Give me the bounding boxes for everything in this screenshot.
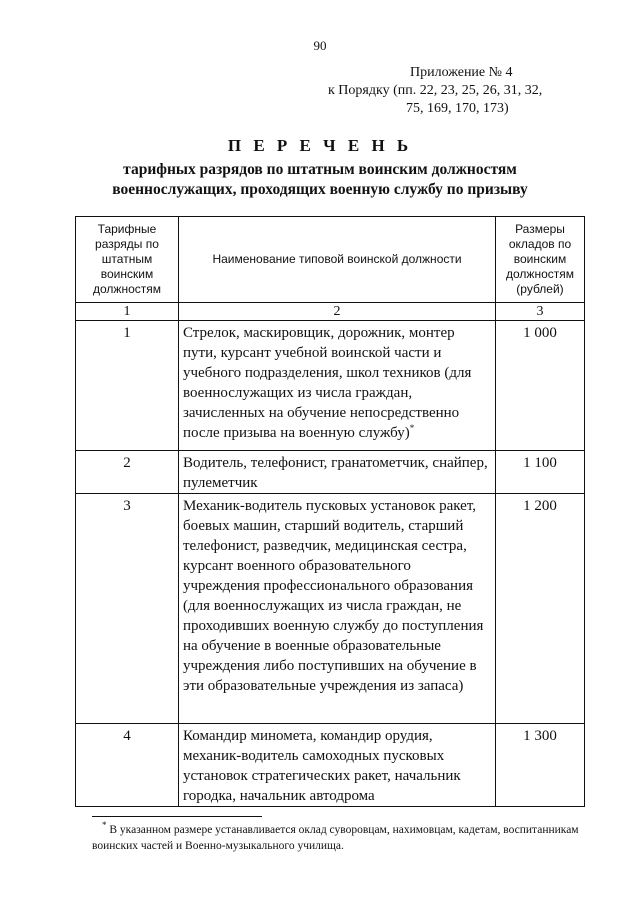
salary-cell: 1 200 <box>496 494 585 724</box>
salary-cell: 1 300 <box>496 724 585 807</box>
grade-cell: 2 <box>76 451 179 494</box>
position-cell: Командир миномета, командир орудия, механик-водитель самоходных пусковых установок стратегических ракет, начальник городка, начальник автодрома <box>179 724 496 807</box>
table-row <box>76 321 585 451</box>
subtitle-line-1: тарифных разрядов по штатным воинским должностям <box>123 161 517 178</box>
column-number: 3 <box>496 303 585 321</box>
column-number-row <box>76 303 585 321</box>
grade-cell: 3 <box>76 494 179 724</box>
grade-cell: 1 <box>76 321 179 451</box>
position-text: Стрелок, маскировщик, дорожник, монтер пути, курсант учебной воинской части и учебного подразделения, школ техников (для военнослужащих из числа граждан, зачисленных на обучение непосредственно после призыва на военную службу) <box>183 325 472 441</box>
column-number: 1 <box>76 303 179 321</box>
header-position: Наименование типовой воинской должности <box>179 217 496 303</box>
salary-cell: 1 100 <box>496 451 585 494</box>
header-salary: Размеры окладов по воинским должностям (рублей) <box>496 217 585 303</box>
footnote-divider <box>92 816 262 817</box>
position-cell: Механик-водитель пусковых установок ракет, боевых машин, старший водитель, старший телефонист, разведчик, медицинская сестра, курсант военного образовательного учреждения профессионального образования (для военнослужащих из числа граждан, не проходивших военную службу до поступления на обучение в военные образовательные учреждения либо поступивших на обучение в эти образовательные учреждения из запаса) <box>179 494 496 724</box>
footnote <box>92 822 592 854</box>
header-grade: Тарифные разряды по штатным воинским должностям <box>76 217 179 303</box>
table-header-row <box>76 217 585 303</box>
table-row <box>76 494 585 724</box>
column-number: 2 <box>179 303 496 321</box>
footnote-text: В указанном размере устанавливается оклад суворовцам, нахимовцам, кадетам, воспитанникам воинских частей и Военно-музыкального училища. <box>92 824 579 852</box>
page-number: 90 <box>313 38 327 53</box>
document-subtitle <box>0 160 640 200</box>
table-row <box>76 451 585 494</box>
position-cell: Водитель, телефонист, гранатометчик, снайпер, пулеметчик <box>179 451 496 494</box>
footnote-mark: * <box>102 820 107 831</box>
appendix-line-1: Приложение № 4 <box>410 65 513 80</box>
appendix-line-3: 75, 169, 170, 173) <box>406 101 509 116</box>
grades-table <box>75 216 585 807</box>
document-title: П Е Р Е Ч Е Н Ь <box>227 136 413 155</box>
position-cell <box>179 321 496 451</box>
table-row <box>76 724 585 807</box>
grade-cell: 4 <box>76 724 179 807</box>
footnote-mark: * <box>409 423 415 433</box>
appendix-reference <box>328 64 588 118</box>
salary-cell: 1 000 <box>496 321 585 451</box>
appendix-line-2: к Порядку (пп. 22, 23, 25, 26, 31, 32, <box>328 83 543 98</box>
subtitle-line-2: военнослужащих, проходящих военную службу по призыву <box>112 181 528 198</box>
